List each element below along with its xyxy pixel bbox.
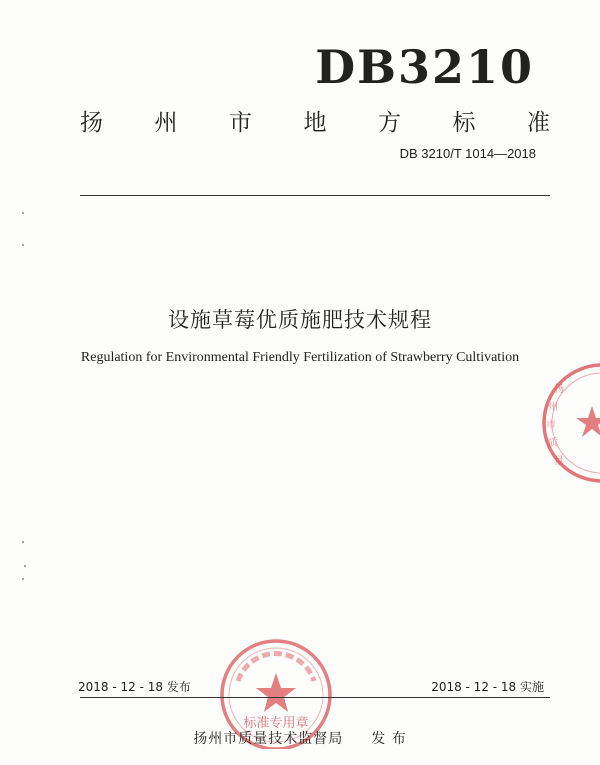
document-title-english: Regulation for Environmental Friendly Fertilization of Strawberry Cultivation (80, 350, 520, 365)
standard-number: DB 3210/T 1014—2018 (399, 146, 536, 161)
document-title-chinese: 设施草莓优质施肥技术规程 (168, 308, 432, 332)
series-char: 地 (303, 110, 327, 136)
svg-text:扬: 扬 (554, 384, 564, 395)
right-seal-stamp-icon (540, 362, 600, 484)
series-char: 标 (452, 110, 476, 136)
svg-text:州: 州 (548, 402, 558, 413)
seal-label: 标准专用章 (243, 716, 309, 731)
svg-text:市: 市 (546, 420, 556, 431)
bottom-divider (80, 697, 550, 698)
standard-code: DB3210 (315, 40, 534, 94)
series-char: 方 (378, 110, 401, 136)
scan-speck (22, 244, 24, 246)
issuer-name: 扬州市质量技术监督局 (193, 731, 344, 747)
issue-date: 2018 - 12 - 18 发布 (78, 680, 191, 694)
standard-series-title (80, 104, 550, 137)
scan-speck (22, 212, 24, 214)
scan-speck (24, 565, 26, 567)
series-char: 市 (229, 110, 252, 136)
scan-speck (22, 541, 24, 543)
top-divider (80, 195, 550, 196)
scan-speck (22, 578, 24, 580)
svg-text:量: 量 (554, 456, 564, 467)
implementation-date: 2018 - 12 - 18 实施 (431, 680, 544, 694)
svg-text:质: 质 (548, 438, 558, 449)
series-char: 扬 (80, 110, 103, 136)
issuing-authority (0, 728, 600, 748)
series-char: 准 (527, 110, 550, 136)
series-char: 州 (154, 110, 178, 136)
issuer-action: 发 布 (371, 731, 407, 747)
